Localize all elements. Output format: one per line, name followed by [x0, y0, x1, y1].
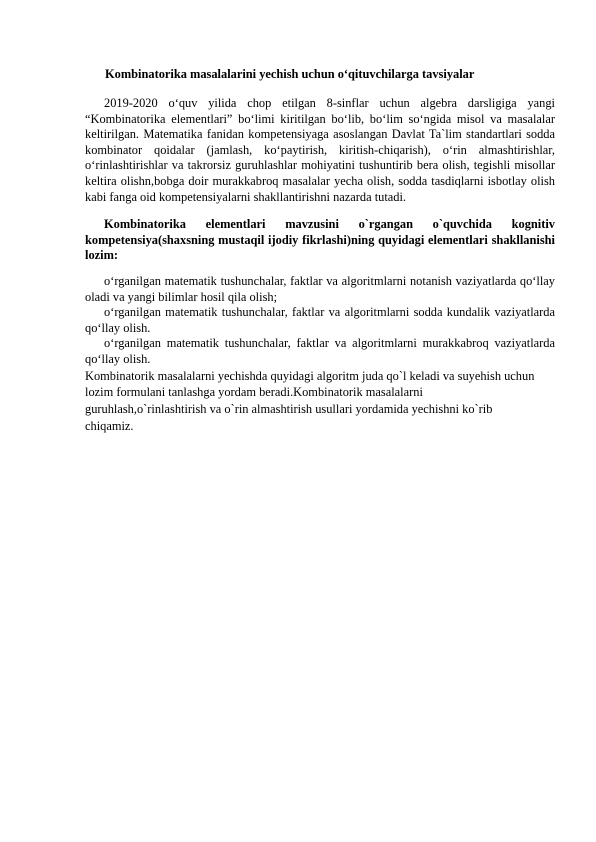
- intro-paragraph: 2019-2020 o‘quv yilida chop etilgan 8-sinflar uchun algebra darsligiga yangi “Kombinatorika elementlari” bo‘limi kiritilgan bo‘lib, bo‘lim so‘ngida misol va masalalar keltirilgan. Matematika fanidan kompetensiyaga asoslangan Davlat Ta`lim standartlari sodda kombinator qoidalar (jamlash, ko‘paytirish, kiritish-chiqarish), o‘rin almashtirishlar, o‘rinlashtirishlar va takrorsiz guruhlashlar mohiyatini tushuntirib bera olish, tegishli misollar keltira olishn,bobga doir murakkabroq masalalar yecha olish, sodda tasdiqlarni isbotlay olish kabi fanga oid kompetensiyalarni shakllantirishni nazarda tutadi.: [85, 96, 555, 204]
- spacer: [85, 264, 555, 274]
- closing-paragraph: Kombinatorik masalalarni yechishda quyidagi algoritm juda qo`l keladi va suyehish uchun lozim formulani tanlashga yordam beradi.Kombinatorik masalalarni guruhlash,o`rinlashtirish va o`rin almashtirish usullari yordamida yechishni ko`rib chiqamiz.: [85, 368, 535, 433]
- list-item: o‘rganilgan matematik tushunchalar, faktlar va algoritmlarni sodda kundalik vaziyatlarda qo‘llay olish.: [85, 305, 555, 335]
- document-page: [85, 66, 555, 435]
- bold-statement-paragraph: Kombinatorika elementlari mavzusini o`rgangan o`quvchida kognitiv kompetensiya(shaxsning mustaqil ijodiy fikrlashi)ning quyidagi elementlari shakllanishi lozim:: [85, 217, 555, 263]
- spacer: [85, 205, 555, 217]
- list-item: o‘rganilgan matematik tushunchalar, faktlar va algoritmlarni notanish vaziyatlarda qo‘llay oladi va yangi bilimlar hosil qila olish;: [85, 273, 555, 304]
- list-item: o‘rganilgan matematik tushunchalar, faktlar va algoritmlarni murakkabroq vaziyatlarda qo‘llay olish.: [85, 336, 555, 366]
- document-title: Kombinatorika masalalarini yechish uchun o‘qituvchilarga tavsiyalar: [105, 67, 475, 81]
